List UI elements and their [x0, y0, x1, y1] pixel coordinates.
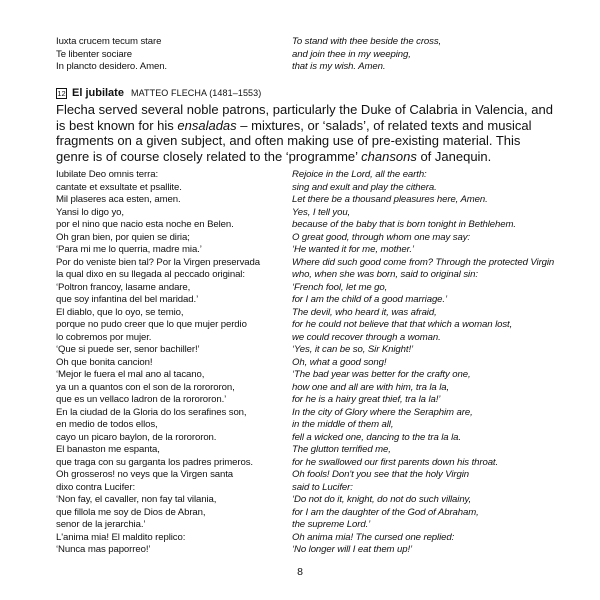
composer-name: MATTEO FLECHA (1481–1553) — [130, 88, 262, 98]
text-line: for he could not believe that that which a woman lost, — [292, 319, 513, 330]
intro-italic-2: chansons — [361, 148, 417, 164]
text-line: Te libenter sociare — [56, 48, 132, 60]
text-line: en medio de todos ellos, — [56, 419, 158, 430]
text-line: ‘No longer will I eat them up!’ — [292, 544, 413, 555]
text-line: que es un vellaco ladron de la rorororon.’ — [56, 394, 227, 405]
text-line: how one and all are with him, tra la la, — [292, 381, 450, 393]
piece-title: El jubilate — [72, 87, 124, 99]
text-line: O great good, through whom one may say: — [292, 231, 470, 243]
text-line: que traga con su garganta los padres primeros. — [56, 456, 253, 468]
text-line: ‘Poltron francoy, lasame andare, — [56, 281, 191, 293]
text-line: Oh anima mia! The cursed one replied: — [292, 531, 455, 543]
text-line: En la ciudad de la Gloria do los serafines son, — [56, 406, 247, 418]
text-line: Oh que bonita cancion! — [56, 356, 153, 368]
text-line: and join thee in my weeping, — [292, 48, 411, 60]
text-line: dixo contra Lucifer: — [56, 481, 136, 493]
intro-paragraph — [56, 102, 556, 164]
text-line: la qual dixo en su llegada al peccado original: — [56, 269, 245, 280]
text-line: senor de la jerarchia.’ — [56, 519, 146, 530]
text-line: said to Lucifer: — [292, 481, 353, 493]
text-line: Rejoice in the Lord, all the earth: — [292, 169, 427, 180]
text-line: that is my wish. Amen. — [292, 61, 386, 72]
text-line: ‘The bad year was better for the crafty one, — [292, 369, 471, 380]
text-line: in the middle of them all, — [292, 419, 394, 430]
track-heading — [56, 87, 261, 99]
text-line: the supreme Lord.’ — [292, 519, 371, 530]
text-line: because of the baby that is born tonight in Bethlehem. — [292, 219, 516, 230]
text-line: ‘Que si puede ser, senor bachiller!’ — [56, 344, 200, 355]
text-line: who, when she was born, said to original sin: — [292, 269, 478, 280]
text-line: ‘Non fay, el cavaller, non fay tal vilania, — [56, 494, 217, 505]
lyrics-block — [56, 169, 556, 557]
text-line: que soy infantina del bel maridad.’ — [56, 294, 199, 305]
intro-text-2: – mixtures, or ‘salads’, of related texts and musical fragments on a given subject, and often making use of pre-existing material. This genre is of course closely related to the ‘programme’ — [56, 117, 532, 164]
latin-column — [56, 36, 292, 74]
previous-text-block — [56, 36, 556, 74]
text-line: ya un a quantos con el son de la rorororon, — [56, 381, 235, 393]
text-line: for he is a hairy great thief, tra la la!’ — [292, 394, 441, 405]
text-line: Mil plaseres aca esten, amen. — [56, 194, 181, 205]
text-line: El diablo, que lo oyo, se temio, — [56, 306, 184, 318]
text-line: El banaston me espanta, — [56, 444, 160, 455]
text-line: Oh fools! Don't you see that the holy Virgin — [292, 469, 469, 480]
text-line: Let there be a thousand pleasures here, Amen. — [292, 194, 488, 205]
text-line: porque no pudo creer que lo que mujer perdio — [56, 319, 247, 330]
text-line: for he swallowed our first parents down his throat. — [292, 456, 499, 468]
text-line: Yes, I tell you, — [292, 206, 351, 218]
text-line: The devil, who heard it, was afraid, — [292, 306, 437, 318]
text-line: for I am the daughter of the God of Abraham, — [292, 506, 479, 518]
text-line: Oh gran bien, por quien se diria; — [56, 231, 190, 243]
text-line: cantate et exsultate et psallite. — [56, 181, 182, 193]
text-line: Iuxta crucem tecum stare — [56, 36, 162, 47]
text-line: por el nino que nacio esta noche en Belen. — [56, 219, 234, 230]
text-line: ‘He wanted it for me, mother.’ — [292, 244, 414, 255]
text-line: ‘Yes, it can be so, Sir Knight!’ — [292, 344, 414, 355]
intro-text-1: Flecha served several noble patrons, particularly the Duke of Calabria in Valencia, and is best known for his — [56, 102, 553, 133]
text-line: To stand with thee beside the cross, — [292, 36, 442, 47]
text-line: for I am the child of a good marriage.’ — [292, 294, 448, 305]
text-line: lo cobremos por mujer. — [56, 331, 152, 343]
text-line: ‘Nunca mas paporreo!’ — [56, 544, 151, 555]
text-line: ‘Para mi me lo querria, madre mia.’ — [56, 244, 202, 255]
english-translation-column — [292, 169, 556, 557]
english-column — [292, 36, 556, 74]
text-line: In the city of Glory where the Seraphim are, — [292, 406, 473, 418]
intro-italic-1: ensaladas — [177, 117, 237, 133]
text-line: ‘Do not do it, knight, do not do such villainy, — [292, 494, 472, 505]
text-line: Oh, what a good song! — [292, 356, 387, 368]
text-line: In plancto desidero. Amen. — [56, 61, 167, 72]
text-line: The glutton terrified me, — [292, 444, 391, 455]
text-line: Yansi lo digo yo, — [56, 206, 124, 218]
text-line: cayo un picaro baylon, de la rorororon. — [56, 431, 217, 443]
text-line: fell a wicked one, dancing to the tra la la. — [292, 431, 461, 443]
page-number: 8 — [297, 566, 303, 578]
text-line: Where did such good come from? Through the protected Virgin — [292, 256, 555, 268]
text-line: ‘French fool, let me go, — [292, 281, 388, 293]
text-line: Iubilate Deo omnis terra: — [56, 169, 159, 180]
text-line: Oh grosseros! no veys que la Virgen santa — [56, 469, 234, 480]
spanish-latin-column — [56, 169, 292, 557]
text-line: sing and exult and play the cithera. — [292, 181, 437, 193]
intro-text-3: of Janequin. — [416, 148, 492, 164]
text-line: ‘Mejor le fuera el mal ano al tacano, — [56, 369, 205, 380]
text-line: L'anima mia! El maldito replico: — [56, 531, 186, 543]
text-line: we could recover through a woman. — [292, 331, 441, 343]
track-number-box: 12 — [57, 88, 66, 98]
text-line: Por do veniste bien tal? Por la Virgen preservada — [56, 256, 260, 268]
text-line: que fillola me soy de Dios de Abran, — [56, 506, 206, 518]
